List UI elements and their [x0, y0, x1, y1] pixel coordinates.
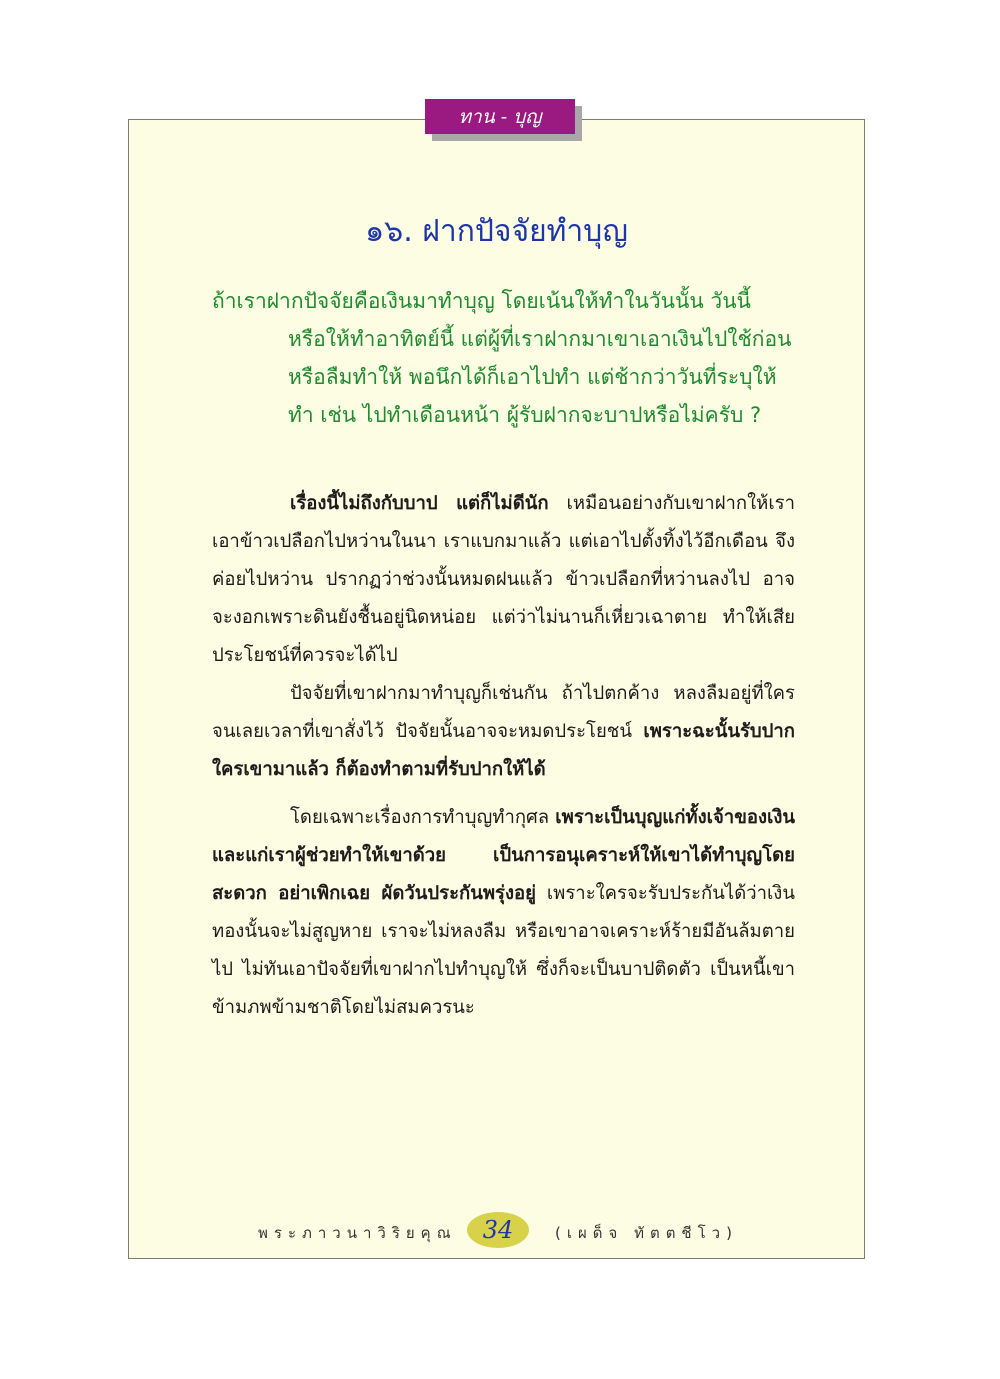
answer-paragraph-1	[212, 485, 795, 675]
footer-author: (เผด็จ ทัตตชีโว)	[555, 1224, 738, 1242]
page-number-badge: 34	[467, 1212, 529, 1248]
answer-paragraph-3	[212, 799, 795, 1027]
footer-book-title: พระภาวนาวิริยคุณ	[258, 1224, 457, 1242]
answer-p3-text: โดยเฉพาะเรื่องการทำบุญทำกุศล	[290, 807, 556, 828]
question-block	[212, 282, 802, 434]
section-tab: ทาน - บุญ	[425, 99, 575, 134]
answer-p3-text2: เพราะใครจะรับประกันได้ว่าเงินทองนั้นจะไม่สูญหาย เราจะไม่หลงลืม หรือเขาอาจเคราะห์ร้ายมีอันล้มตายไป ไม่ทันเอาปัจจัยที่เขาฝากไปทำบุญให้ ซึ่งก็จะเป็นบาปติดตัว เป็นหนี้เขาข้ามภพข้ามชาติโดยไม่สมควรนะ	[212, 883, 795, 1018]
question-first-line: ถ้าเราฝากปัจจัยคือเงินมาทำบุญ โดยเน้นให้ทำในวันนั้น วันนี้	[212, 289, 751, 313]
answer-p2-bold: เพราะฉะนั้นรับปากใครเขามาแล้ว ก็ต้องทำตามที่รับปากให้ได้	[212, 721, 795, 780]
answer-p2-text: ปัจจัยที่เขาฝากมาทำบุญก็เช่นกัน ถ้าไปตกค้าง หลงลืมอยู่ที่ใคร จนเลยเวลาที่เขาสั่งไว้ ปัจจัยนั้นอาจจะหมดประโยชน์	[212, 683, 795, 742]
answer-p1-bold: เรื่องนี้ไม่ถึงกับบาป แต่ก็ไม่ดีนัก	[290, 493, 549, 514]
question-rest: หรือให้ทำอาทิตย์นี้ แต่ผู้ที่เราฝากมาเขาเอาเงินไปใช้ก่อนหรือลืมทำให้ พอนึกได้ก็เอาไปทำ แต่ช้ากว่าวันที่ระบุให้ทำ เช่น ไปทำเดือนหน้า ผู้รับฝากจะบาปหรือไม่ครับ ?	[288, 327, 792, 427]
page-footer	[128, 1212, 865, 1252]
answer-p1-text: เหมือนอย่างกับเขาฝากให้เราเอาข้าวเปลือกไปหว่านในนา เราแบกมาแล้ว แต่เอาไปตั้งทิ้งไว้อีกเดือน จึงค่อยไปหว่าน ปรากฏว่าช่วงนั้นหมดฝนแล้ว ข้าวเปลือกที่หว่านลงไป อาจจะงอกเพราะดินยังชื้นอยู่นิดหน่อย แต่ว่าไม่นานก็เหี่ยวเฉาตาย ทำให้เสียประโยชน์ที่ควรจะได้ไป	[212, 493, 795, 666]
answer-body	[212, 485, 795, 1027]
answer-paragraph-2	[212, 675, 795, 789]
answer-p3-bold: เพราะเป็นบุญแก่ทั้งเจ้าของเงินและแก่เราผู้ช่วยทำให้เขาด้วย เป็นการอนุเคราะห์ให้เขาได้ทำบุญโดยสะดวก อย่าเพิกเฉย ผัดวันประกันพรุ่งอยู่	[212, 807, 795, 904]
chapter-title: ๑๖. ฝากปัจจัยทำบุญ	[365, 214, 628, 249]
